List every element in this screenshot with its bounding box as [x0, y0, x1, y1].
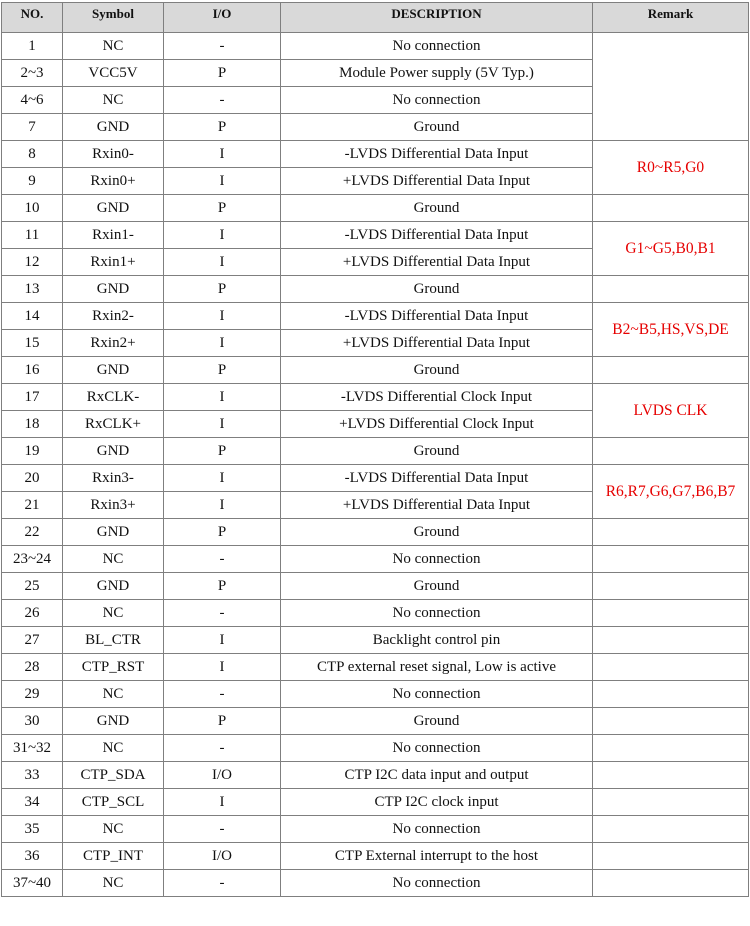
symbol-cell: NC — [63, 816, 164, 843]
description-cell: No connection — [281, 816, 593, 843]
symbol-cell: NC — [63, 546, 164, 573]
pin-number-cell: 28 — [2, 654, 63, 681]
table-row — [2, 546, 749, 573]
io-type-cell: P — [164, 60, 281, 87]
remark-cell — [593, 681, 749, 708]
remark-cell: R6,R7,G6,G7,B6,B7 — [593, 465, 749, 519]
symbol-cell: Rxin2+ — [63, 330, 164, 357]
remark-cell — [593, 438, 749, 465]
remark-cell: R0~R5,G0 — [593, 141, 749, 195]
pin-number-cell: 33 — [2, 762, 63, 789]
table-row — [2, 438, 749, 465]
pin-number-cell: 22 — [2, 519, 63, 546]
symbol-cell: BL_CTR — [63, 627, 164, 654]
table-row — [2, 789, 749, 816]
header-no: NO. — [2, 3, 63, 33]
pin-number-cell: 23~24 — [2, 546, 63, 573]
description-cell: -LVDS Differential Data Input — [281, 141, 593, 168]
symbol-cell: Rxin3- — [63, 465, 164, 492]
table-row — [2, 762, 749, 789]
io-type-cell: I — [164, 654, 281, 681]
io-type-cell: I — [164, 141, 281, 168]
pin-number-cell: 13 — [2, 276, 63, 303]
header-remark: Remark — [593, 3, 749, 33]
pin-number-cell: 25 — [2, 573, 63, 600]
description-cell: Ground — [281, 708, 593, 735]
symbol-cell: GND — [63, 114, 164, 141]
symbol-cell: Rxin0+ — [63, 168, 164, 195]
header-io: I/O — [164, 3, 281, 33]
pin-definition-table — [1, 2, 749, 897]
description-cell: Backlight control pin — [281, 627, 593, 654]
io-type-cell: I — [164, 627, 281, 654]
table-row — [2, 141, 749, 168]
description-cell: No connection — [281, 546, 593, 573]
pin-number-cell: 4~6 — [2, 87, 63, 114]
symbol-cell: GND — [63, 573, 164, 600]
description-cell: +LVDS Differential Data Input — [281, 168, 593, 195]
pin-number-cell: 27 — [2, 627, 63, 654]
io-type-cell: P — [164, 708, 281, 735]
pin-number-cell: 19 — [2, 438, 63, 465]
symbol-cell: NC — [63, 735, 164, 762]
table-row — [2, 303, 749, 330]
pin-number-cell: 10 — [2, 195, 63, 222]
header-description: DESCRIPTION — [281, 3, 593, 33]
pin-number-cell: 12 — [2, 249, 63, 276]
symbol-cell: CTP_RST — [63, 654, 164, 681]
pin-number-cell: 9 — [2, 168, 63, 195]
description-cell: No connection — [281, 735, 593, 762]
pin-number-cell: 7 — [2, 114, 63, 141]
remark-cell — [593, 195, 749, 222]
symbol-cell: RxCLK- — [63, 384, 164, 411]
pin-number-cell: 1 — [2, 33, 63, 60]
pin-number-cell: 21 — [2, 492, 63, 519]
pin-number-cell: 8 — [2, 141, 63, 168]
io-type-cell: I/O — [164, 843, 281, 870]
remark-cell — [593, 546, 749, 573]
pin-number-cell: 29 — [2, 681, 63, 708]
io-type-cell: I — [164, 249, 281, 276]
description-cell: -LVDS Differential Data Input — [281, 222, 593, 249]
description-cell: +LVDS Differential Clock Input — [281, 411, 593, 438]
symbol-cell: NC — [63, 600, 164, 627]
symbol-cell: Rxin1+ — [63, 249, 164, 276]
table-row — [2, 465, 749, 492]
symbol-cell: Rxin1- — [63, 222, 164, 249]
io-type-cell: I — [164, 492, 281, 519]
description-cell: CTP I2C data input and output — [281, 762, 593, 789]
pin-number-cell: 34 — [2, 789, 63, 816]
symbol-cell: GND — [63, 708, 164, 735]
remark-cell — [593, 573, 749, 600]
pin-number-cell: 37~40 — [2, 870, 63, 897]
description-cell: Ground — [281, 573, 593, 600]
description-cell: Ground — [281, 438, 593, 465]
io-type-cell: P — [164, 357, 281, 384]
remark-cell: B2~B5,HS,VS,DE — [593, 303, 749, 357]
description-cell: Ground — [281, 357, 593, 384]
remark-cell: LVDS CLK — [593, 384, 749, 438]
table-row — [2, 519, 749, 546]
io-type-cell: I — [164, 411, 281, 438]
io-type-cell: I — [164, 465, 281, 492]
header-symbol: Symbol — [63, 3, 164, 33]
symbol-cell: NC — [63, 870, 164, 897]
pin-number-cell: 17 — [2, 384, 63, 411]
table-header-row — [2, 3, 749, 33]
io-type-cell: P — [164, 195, 281, 222]
symbol-cell: Rxin0- — [63, 141, 164, 168]
table-row — [2, 357, 749, 384]
table-row — [2, 870, 749, 897]
pin-number-cell: 31~32 — [2, 735, 63, 762]
description-cell: Ground — [281, 519, 593, 546]
io-type-cell: - — [164, 33, 281, 60]
remark-cell — [593, 519, 749, 546]
io-type-cell: - — [164, 600, 281, 627]
description-cell: Module Power supply (5V Typ.) — [281, 60, 593, 87]
remark-cell — [593, 789, 749, 816]
io-type-cell: P — [164, 573, 281, 600]
symbol-cell: NC — [63, 87, 164, 114]
io-type-cell: P — [164, 276, 281, 303]
remark-cell — [593, 708, 749, 735]
table-row — [2, 681, 749, 708]
pin-number-cell: 35 — [2, 816, 63, 843]
pin-number-cell: 26 — [2, 600, 63, 627]
remark-cell — [593, 33, 749, 141]
table-row — [2, 384, 749, 411]
description-cell: Ground — [281, 114, 593, 141]
pin-number-cell: 16 — [2, 357, 63, 384]
io-type-cell: I — [164, 384, 281, 411]
io-type-cell: - — [164, 681, 281, 708]
table-row — [2, 708, 749, 735]
io-type-cell: P — [164, 114, 281, 141]
io-type-cell: I — [164, 789, 281, 816]
remark-cell: G1~G5,B0,B1 — [593, 222, 749, 276]
remark-cell — [593, 276, 749, 303]
table-row — [2, 33, 749, 60]
description-cell: -LVDS Differential Clock Input — [281, 384, 593, 411]
description-cell: No connection — [281, 681, 593, 708]
pin-number-cell: 18 — [2, 411, 63, 438]
symbol-cell: GND — [63, 357, 164, 384]
table-row — [2, 816, 749, 843]
table-row — [2, 735, 749, 762]
description-cell: CTP I2C clock input — [281, 789, 593, 816]
remark-cell — [593, 762, 749, 789]
io-type-cell: - — [164, 87, 281, 114]
description-cell: CTP External interrupt to the host — [281, 843, 593, 870]
io-type-cell: P — [164, 438, 281, 465]
table-row — [2, 627, 749, 654]
description-cell: Ground — [281, 276, 593, 303]
remark-cell — [593, 627, 749, 654]
description-cell: +LVDS Differential Data Input — [281, 492, 593, 519]
description-cell: No connection — [281, 33, 593, 60]
table-row — [2, 195, 749, 222]
symbol-cell: CTP_SCL — [63, 789, 164, 816]
io-type-cell: I — [164, 168, 281, 195]
symbol-cell: NC — [63, 33, 164, 60]
symbol-cell: CTP_SDA — [63, 762, 164, 789]
pin-number-cell: 20 — [2, 465, 63, 492]
symbol-cell: GND — [63, 438, 164, 465]
table-row — [2, 600, 749, 627]
table-row — [2, 276, 749, 303]
table-body — [2, 33, 749, 897]
table-row — [2, 222, 749, 249]
io-type-cell: I — [164, 303, 281, 330]
remark-cell — [593, 870, 749, 897]
pin-number-cell: 14 — [2, 303, 63, 330]
pin-number-cell: 2~3 — [2, 60, 63, 87]
symbol-cell: GND — [63, 519, 164, 546]
description-cell: Ground — [281, 195, 593, 222]
table-row — [2, 843, 749, 870]
io-type-cell: I — [164, 330, 281, 357]
description-cell: CTP external reset signal, Low is active — [281, 654, 593, 681]
remark-cell — [593, 357, 749, 384]
io-type-cell: I/O — [164, 762, 281, 789]
io-type-cell: - — [164, 546, 281, 573]
description-cell: No connection — [281, 870, 593, 897]
remark-cell — [593, 654, 749, 681]
pin-number-cell: 36 — [2, 843, 63, 870]
remark-cell — [593, 600, 749, 627]
symbol-cell: NC — [63, 681, 164, 708]
io-type-cell: - — [164, 735, 281, 762]
description-cell: No connection — [281, 600, 593, 627]
description-cell: -LVDS Differential Data Input — [281, 303, 593, 330]
io-type-cell: - — [164, 870, 281, 897]
pin-number-cell: 15 — [2, 330, 63, 357]
symbol-cell: VCC5V — [63, 60, 164, 87]
remark-cell — [593, 816, 749, 843]
symbol-cell: CTP_INT — [63, 843, 164, 870]
io-type-cell: I — [164, 222, 281, 249]
description-cell: -LVDS Differential Data Input — [281, 465, 593, 492]
description-cell: +LVDS Differential Data Input — [281, 249, 593, 276]
table-row — [2, 654, 749, 681]
symbol-cell: GND — [63, 195, 164, 222]
symbol-cell: Rxin2- — [63, 303, 164, 330]
pin-number-cell: 11 — [2, 222, 63, 249]
table-row — [2, 573, 749, 600]
pin-number-cell: 30 — [2, 708, 63, 735]
io-type-cell: - — [164, 816, 281, 843]
io-type-cell: P — [164, 519, 281, 546]
description-cell: No connection — [281, 87, 593, 114]
remark-cell — [593, 735, 749, 762]
symbol-cell: RxCLK+ — [63, 411, 164, 438]
symbol-cell: Rxin3+ — [63, 492, 164, 519]
remark-cell — [593, 843, 749, 870]
description-cell: +LVDS Differential Data Input — [281, 330, 593, 357]
symbol-cell: GND — [63, 276, 164, 303]
